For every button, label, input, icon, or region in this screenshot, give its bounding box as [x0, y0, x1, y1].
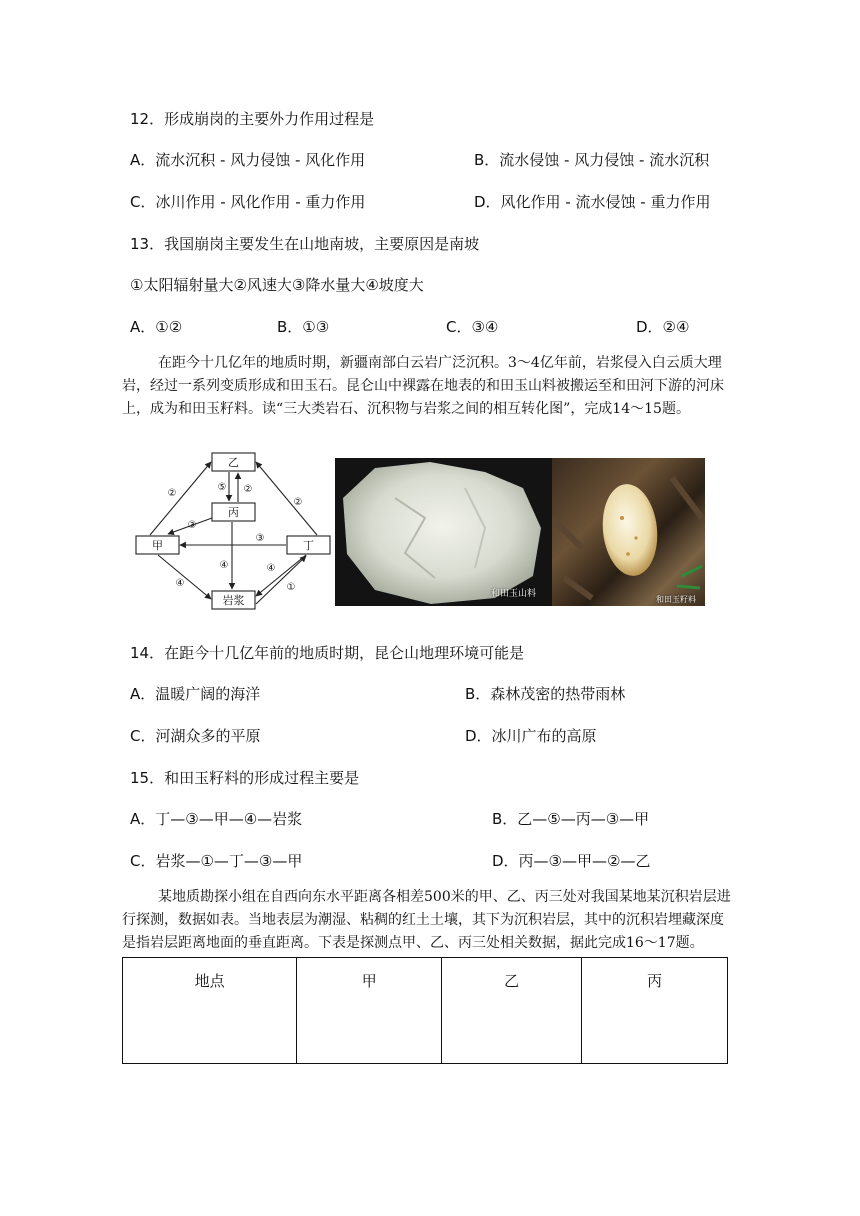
photo-caption-ziliao: 和田玉籽料: [656, 595, 696, 604]
table-row: [123, 958, 728, 1064]
survey-data-table: [122, 957, 728, 1064]
question-14-option-c: C．河湖众多的平原: [130, 727, 261, 745]
arrow-label: ④: [175, 578, 185, 589]
question-13-option-b: B．①③: [277, 318, 330, 336]
jade-rock-icon: [335, 458, 553, 606]
table-header-bing: 丙: [582, 958, 728, 1064]
photo-caption-shanliao: 和田玉山料: [491, 589, 537, 599]
question-15-option-a: A．丁—③—甲—④—岩浆: [130, 810, 303, 828]
question-13-statements: ①太阳辐射量大②风速大③降水量大④坡度大: [130, 276, 424, 294]
arrow-label: ②: [167, 488, 177, 499]
node-label-yi: 乙: [228, 456, 239, 469]
arrow-label: ②: [243, 484, 253, 495]
question-12-option-d: D．风化作用 - 流水侵蚀 - 重力作用: [474, 193, 711, 211]
photo-jade-mountain-material: [335, 458, 553, 606]
question-14-option-d: D．冰川广布的高原: [465, 727, 597, 745]
question-15-stem: 15．和田玉籽料的形成过程主要是: [130, 769, 360, 787]
passage-jade: 在距今十几亿年的地质时期，新疆南部白云岩广泛沉积。3～4亿年前，岩浆侵入白云质大理岩，经过一系列变质形成和田玉石。昆仑山中裸露在地表的和田玉山料被搬运至和田河下游的河床上，成为和田玉籽料。读“三大类岩石、沉积物与岩浆之间的相互转化图”，完成14～15题。: [122, 355, 724, 417]
arrow-label: ③: [255, 533, 265, 544]
table-header-location: 地点: [123, 958, 297, 1064]
node-label-bing: 丙: [228, 506, 239, 519]
question-12-option-b: B．流水侵蚀 - 风力侵蚀 - 流水沉积: [474, 151, 710, 169]
arrow-label: ⑤: [217, 482, 227, 493]
question-14-option-a: A．温暖广阔的海洋: [130, 685, 261, 703]
question-12-option-a: A．流水沉积 - 风力侵蚀 - 风化作用: [130, 151, 366, 169]
node-label-ding: 丁: [303, 539, 314, 552]
passage-survey: 某地质勘探小组在自西向东水平距离各相差500米的甲、乙、丙三处对我国某地某沉积岩层进行探测，数据如表。当地表层为潮湿、粘稠的红土土壤，其下为沉积岩层，其中的沉积岩埋藏深度是指岩层距离地面的垂直距离。下表是探测点甲、乙、丙三处相关数据，据此完成16～17题。: [122, 889, 731, 951]
arrow-label: ④: [266, 563, 276, 574]
jade-pebble-icon: [552, 458, 705, 606]
question-12-option-c: C．冰川作用 - 风化作用 - 重力作用: [130, 193, 366, 211]
question-15-option-c: C．岩浆—①—丁—③—甲: [130, 852, 303, 870]
question-13-option-c: C．③④: [446, 318, 499, 336]
table-header-yi: 乙: [442, 958, 582, 1064]
arrow-label: ③: [187, 520, 197, 531]
question-15-option-d: D．丙—③—甲—②—乙: [492, 852, 651, 870]
node-label-yanjiang: 岩浆: [222, 594, 245, 607]
question-14-stem: 14．在距今十几亿年前的地质时期，昆仑山地理环境可能是: [130, 644, 525, 662]
question-14-option-b: B．森林茂密的热带雨林: [465, 685, 626, 703]
question-13-option-a: A．①②: [130, 318, 183, 336]
question-13-option-d: D．②④: [636, 318, 690, 336]
arrow-label: ②: [293, 497, 303, 508]
node-label-jia: 甲: [152, 539, 163, 552]
arrow-label: ①: [286, 582, 296, 593]
question-15-option-b: B．乙—⑤—丙—③—甲: [492, 810, 650, 828]
question-12-stem: 12．形成崩岗的主要外力作用过程是: [130, 110, 375, 128]
photo-jade-pebble-material: [552, 458, 705, 606]
rock-cycle-diagram: [128, 448, 334, 616]
arrow-label: ④: [219, 560, 229, 571]
table-header-jia: 甲: [297, 958, 442, 1064]
question-13-stem: 13．我国崩岗主要发生在山地南坡，主要原因是南坡: [130, 235, 480, 253]
